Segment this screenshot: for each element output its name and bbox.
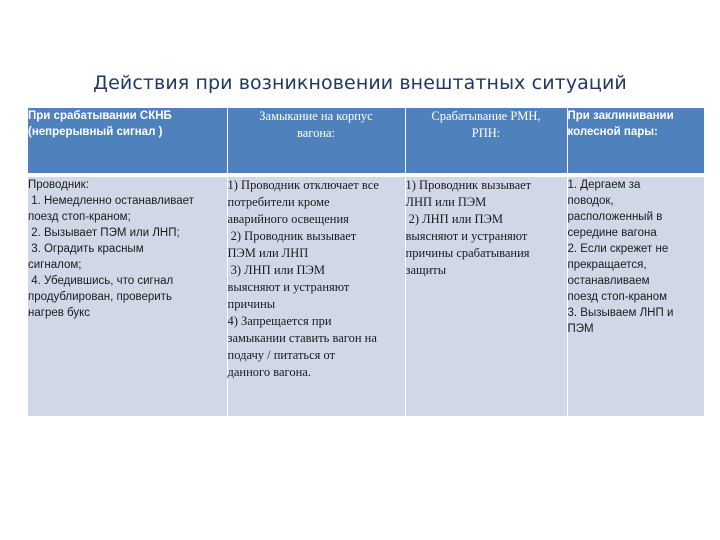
cell-line: 4. Убедившись, что сигнал [28, 275, 174, 287]
cell-line: сигналом; [28, 259, 82, 271]
cell-line: продублирован, проверить [28, 291, 172, 303]
cell-line: причины [227, 297, 276, 311]
cell-line: защиты [405, 263, 447, 277]
cell-line: выясняют и устраняют [227, 280, 350, 294]
header-line: При срабатывании СКНБ [28, 110, 172, 122]
cell-line: 3. Вызываем ЛНП и [567, 307, 674, 319]
cell-line: ПЭМ или ЛНП [227, 246, 309, 260]
cell-line: прекращается, [567, 259, 647, 271]
cell-line: ЛНП или ПЭМ [405, 195, 487, 209]
header-cell-rmn-rpn [405, 108, 567, 173]
cell-line: подачу / питаться от [227, 348, 336, 362]
cell-line: 1) Проводник отключает все [227, 178, 379, 192]
body-cell-wheelset [567, 177, 704, 416]
table-row [28, 177, 704, 416]
header-line: колесной пары: [567, 126, 658, 138]
cell-line: середине вагона [567, 227, 657, 239]
page-title: Действия при возникновении внештатных ситуаций [93, 72, 627, 94]
cell-line: потребители кроме [227, 195, 330, 209]
header-line: (непрерывный сигнал ) [28, 126, 163, 138]
cell-line: 4) Запрещается при [227, 314, 332, 328]
cell-line: 1. Дергаем за [567, 179, 641, 191]
cell-line: нагрев букс [28, 307, 91, 319]
table-header-row [28, 108, 704, 173]
actions-table [28, 108, 704, 416]
cell-line: выясняют и устраняют [405, 229, 528, 243]
cell-line: останавливаем [567, 275, 650, 287]
cell-line: Проводник: [28, 179, 89, 191]
cell-line: 1. Немедленно останавливает [28, 195, 194, 207]
body-cell-short-circuit [227, 177, 405, 416]
cell-line: 2) Проводник вызывает [227, 229, 357, 243]
cell-line: 3) ЛНП или ПЭМ [227, 263, 325, 277]
cell-line: 2. Если скрежет не [567, 243, 669, 255]
cell-line: замыкании ставить вагон на [227, 331, 377, 345]
cell-line: 2) ЛНП или ПЭМ [405, 212, 503, 226]
body-cell-sknb [28, 177, 227, 416]
cell-line: аварийного освещения [227, 212, 349, 226]
header-line: РПН: [471, 126, 501, 140]
cell-line: расположенный в [567, 211, 663, 223]
cell-line: 3. Оградить красным [28, 243, 144, 255]
cell-line: поезд стоп-краном; [28, 211, 131, 223]
cell-line: данного вагона. [227, 365, 311, 379]
header-line: вагона: [296, 126, 336, 140]
header-line: При заклинивании [567, 110, 674, 122]
header-cell-sknb [28, 108, 227, 173]
cell-line: поезд стоп-краном [567, 291, 668, 303]
cell-line: ПЭМ [567, 323, 594, 335]
cell-line: поводок, [567, 195, 614, 207]
header-cell-short-circuit [227, 108, 405, 173]
header-cell-wheelset [567, 108, 704, 173]
cell-line: 1) Проводник вызывает [405, 178, 532, 192]
header-line: Замыкание на корпус [259, 109, 373, 123]
body-cell-rmn-rpn [405, 177, 567, 416]
header-line: Срабатывание РМН, [431, 109, 541, 123]
cell-line: 2. Вызывает ПЭМ или ЛНП; [28, 227, 180, 239]
cell-line: причины срабатывания [405, 246, 530, 260]
